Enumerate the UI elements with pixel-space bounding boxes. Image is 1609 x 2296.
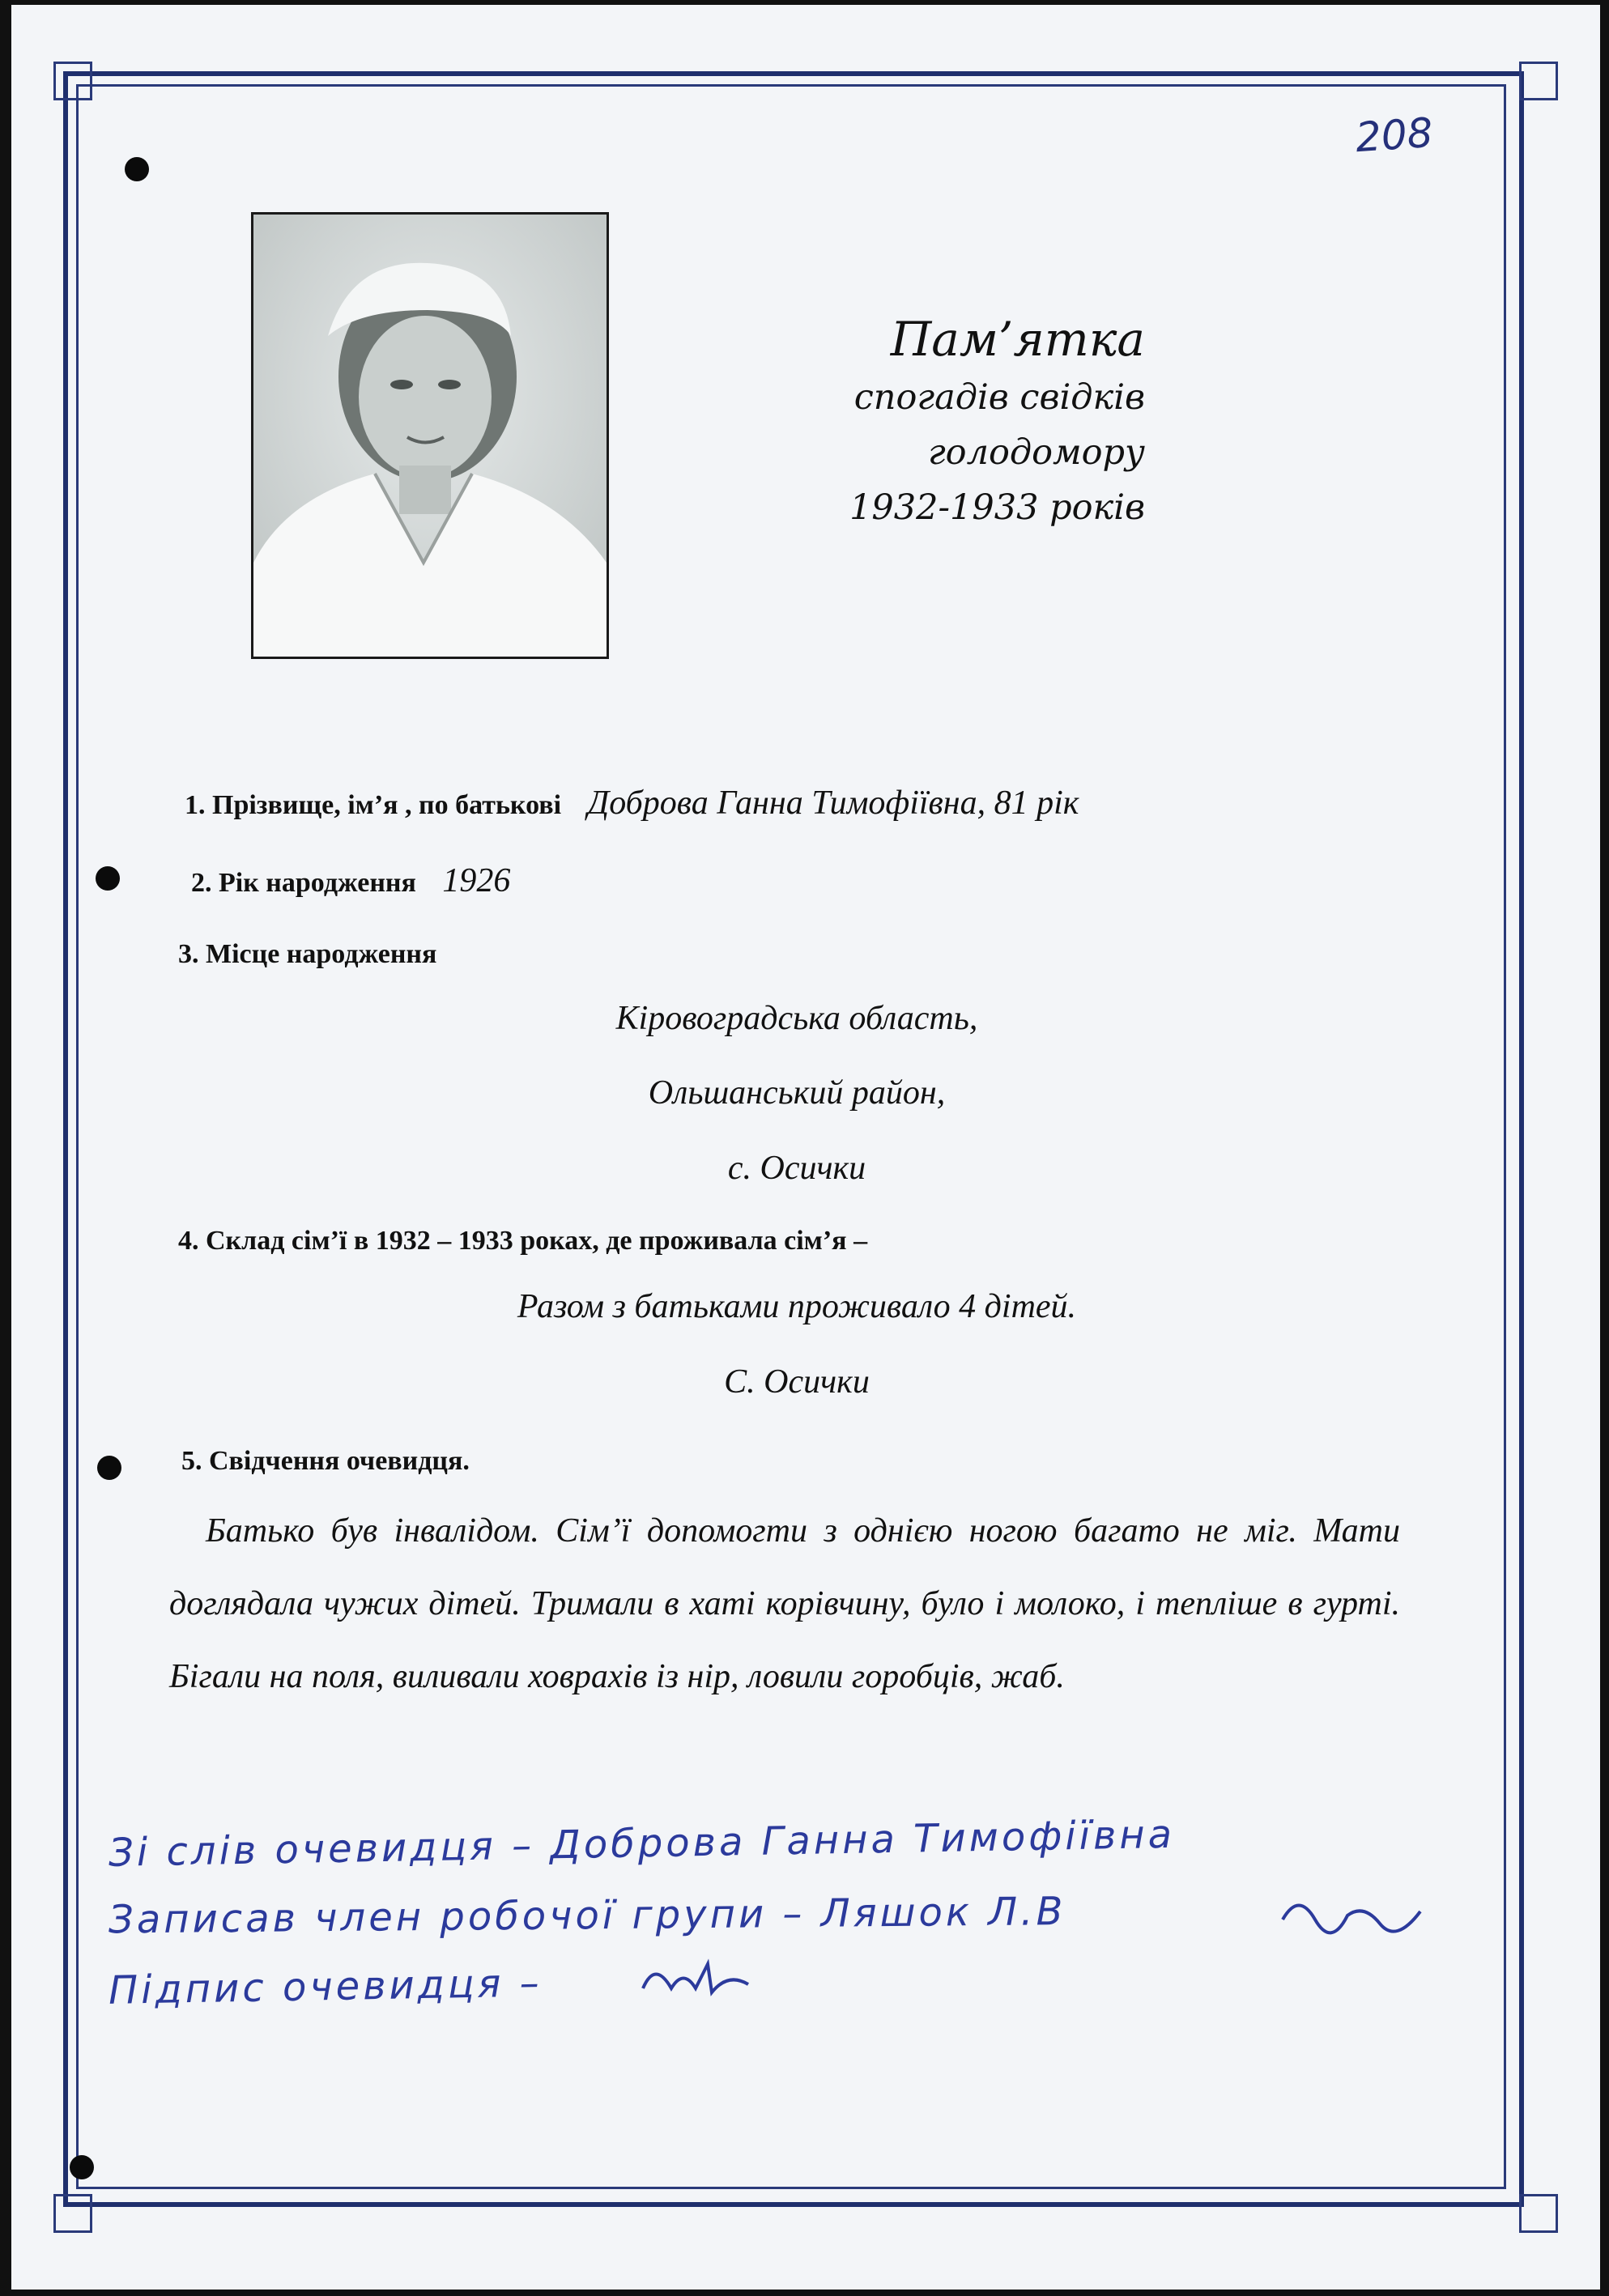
border-corner (1519, 62, 1558, 100)
field-full-name (185, 784, 1079, 823)
punch-hole (125, 157, 149, 181)
document-page (11, 5, 1600, 2290)
border-corner (53, 62, 92, 100)
field-label: 4. Склад сім’ї в 1932 – 1933 роках, де проживала сім’я – (178, 1226, 868, 1256)
field-value: 1926 (442, 862, 511, 899)
field-label: 2. Рік народження (191, 868, 416, 898)
portrait-image (253, 215, 607, 657)
field-birth-year (191, 861, 510, 900)
border-corner (1519, 2194, 1558, 2233)
handwritten-note: Зі слів очевидця – Доброва Ганна Тимофіївна (108, 1811, 1176, 1876)
title-line: 1932-1933 років (849, 487, 1145, 528)
birthplace-line: Кіровоградська область, (615, 1000, 978, 1037)
signature-2 (635, 1952, 764, 2009)
field-family (178, 1224, 867, 1256)
punch-hole (70, 2155, 94, 2179)
punch-hole (97, 1456, 121, 1480)
birthplace-line: Ольшанський район, (648, 1074, 946, 1112)
document-title (789, 308, 1145, 535)
title-line: Пам’ятка (890, 312, 1145, 367)
handwritten-note: Підпис очевидця – (108, 1960, 543, 2013)
field-testimony (181, 1444, 470, 1477)
title-line: голодомору (927, 432, 1145, 473)
birthplace-line: с. Осички (727, 1150, 866, 1187)
field-birthplace (178, 938, 436, 970)
family-line: Разом з батьками проживало 4 дітей. (517, 1288, 1077, 1325)
punch-hole (96, 866, 120, 891)
field-label: 3. Місце народження (178, 939, 437, 969)
border-corner (53, 2194, 92, 2233)
portrait-photo (251, 212, 609, 659)
page-number: 208 (1354, 108, 1435, 162)
field-value: Доброва Ганна Тимофіївна, 81 рік (587, 784, 1079, 822)
title-line: спогадів свідків (853, 377, 1145, 418)
field-label: 1. Прізвище, ім’я , по батькові (185, 790, 562, 820)
testimony-text: Батько був інвалідом. Сім’ї допомогти з однією ногою багато не міг. Мати доглядала чужих дітей. Тримали в хаті корівчину, було і молоко, і тепліше в гурті. Бігали на поля, виливали ховрахів із нір, ловили горобців, жаб. (169, 1512, 1400, 1695)
handwritten-note: Записав член робочої групи – Ляшок Л.В (108, 1889, 1066, 1943)
family-line: С. Осички (724, 1363, 870, 1401)
field-label: 5. Свідчення очевидця. (181, 1446, 470, 1476)
signature-1 (1275, 1887, 1437, 1944)
